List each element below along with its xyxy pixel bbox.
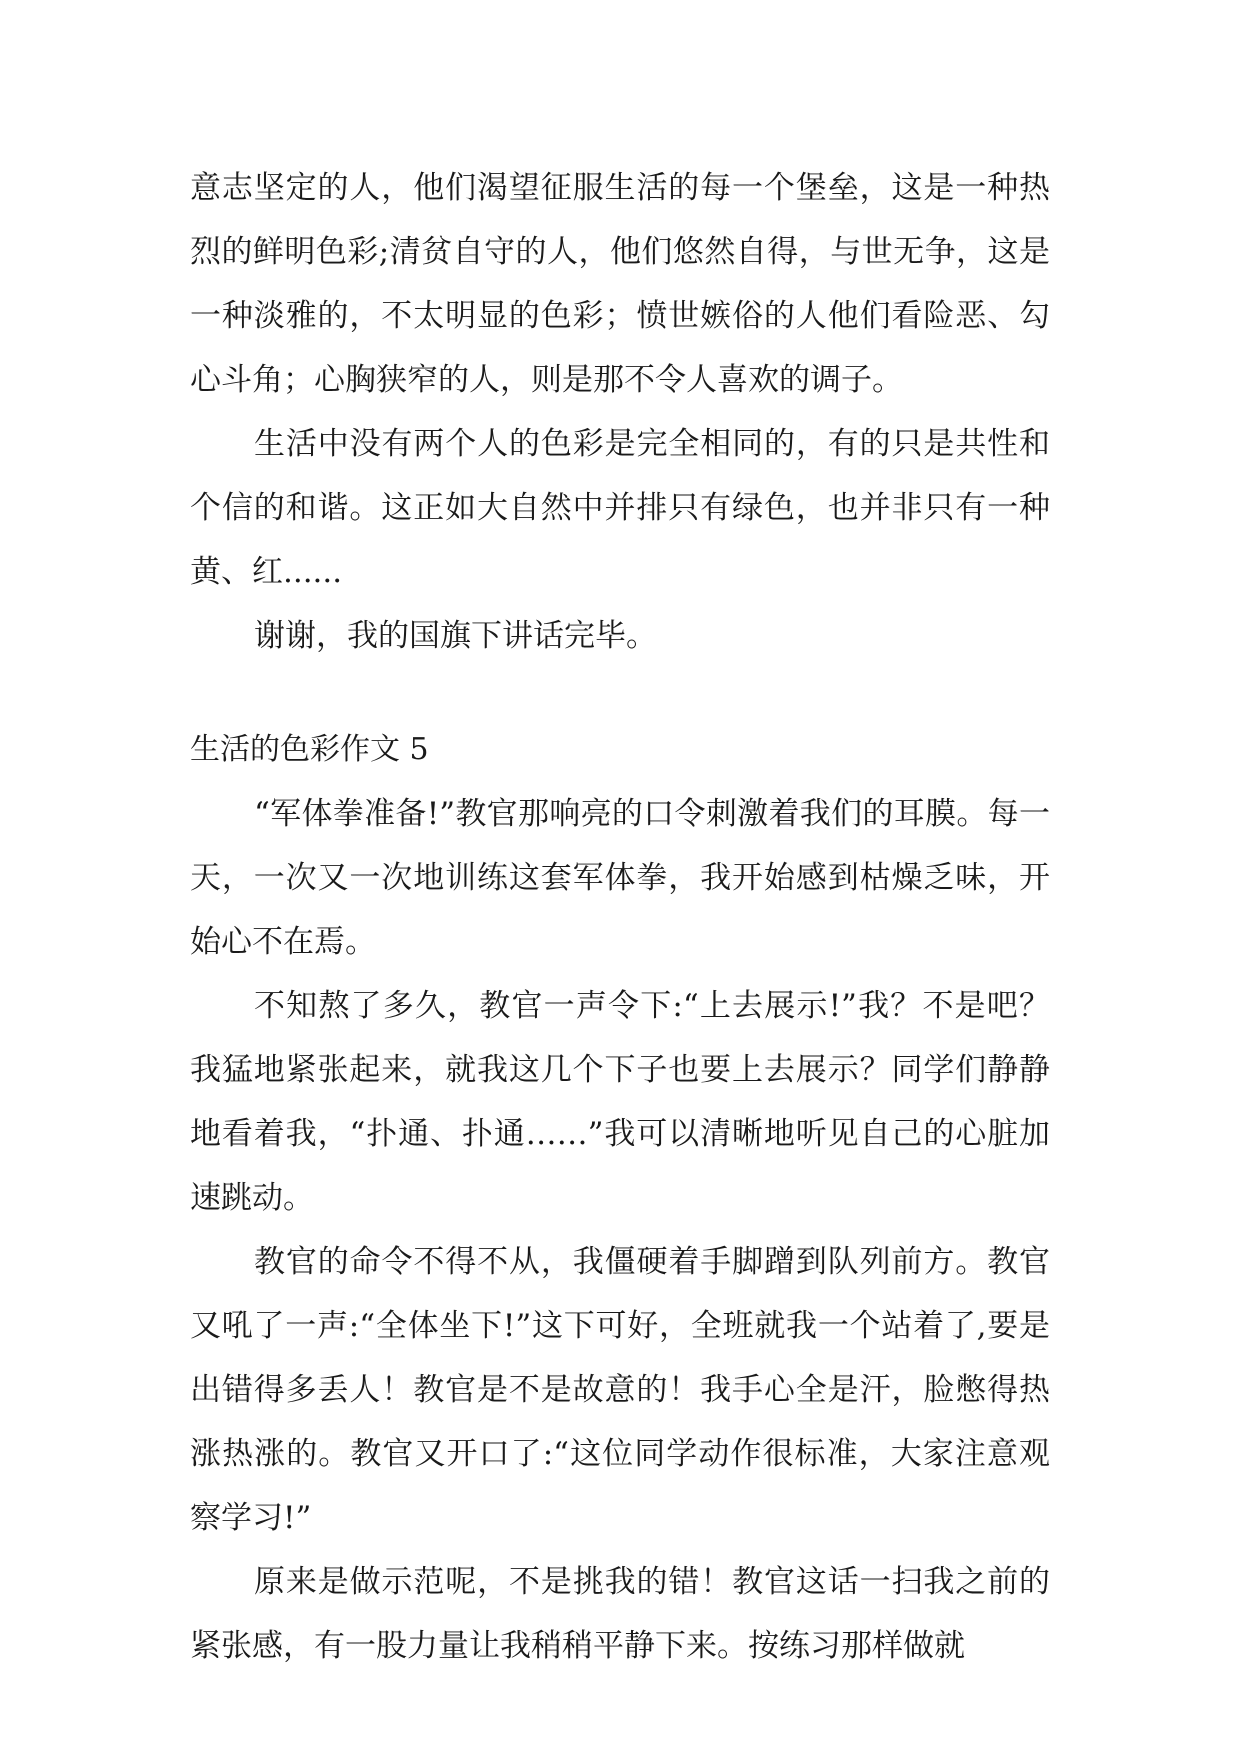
paragraph-closing-thanks: 谢谢，我的国旗下讲话完毕。	[254, 618, 657, 654]
paragraph-harmony: 生活中没有两个人的色彩是完全相同的，有的只是共性和个信的和谐。这正如大自然中并排只有绿色，也并非只有一种黄、红......	[190, 426, 1050, 590]
paragraph-drill-command: “军体拳准备!”教官那响亮的口令刺激着我们的耳膜。每一天，一次又一次地训练这套军体拳，我开始感到枯燥乏味，开始心不在焉。	[190, 796, 1050, 960]
paragraph-demonstration: 原来是做示范呢，不是挑我的错！教官这话一扫我之前的紧张感，有一股力量让我稍稍平静下来。按练习那样做就	[190, 1564, 1050, 1664]
paragraph-called-up: 不知熬了多久，教官一声令下:“上去展示!”我？不是吧？我猛地紧张起来，就我这几个下子也要上去展示？同学们静静地看着我，“扑通、扑通……”我可以清晰地听见自己的心脏加速跳动。	[190, 988, 1050, 1216]
paragraph-standing-alone: 教官的命令不得不从，我僵硬着手脚蹭到队列前方。教官又吼了一声:“全体坐下!”这下可好，全班就我一个站着了,要是出错得多丢人！教官是不是故意的！我手心全是汗，脸憋得热涨热涨的。教官又开口了:“这位同学动作很标准，大家注意观察学习!”	[190, 1244, 1050, 1536]
section-title: 生活的色彩作文 5	[190, 732, 429, 767]
document-body	[190, 156, 1050, 1678]
paragraph-personality-colors: 意志坚定的人，他们渴望征服生活的每一个堡垒，这是一种热烈的鲜明色彩;清贫自守的人，他们悠然自得，与世无争，这是一种淡雅的，不太明显的色彩；愤世嫉俗的人他们看险恶、勾心斗角；心胸狭窄的人，则是那不令人喜欢的调子。	[190, 170, 1050, 398]
